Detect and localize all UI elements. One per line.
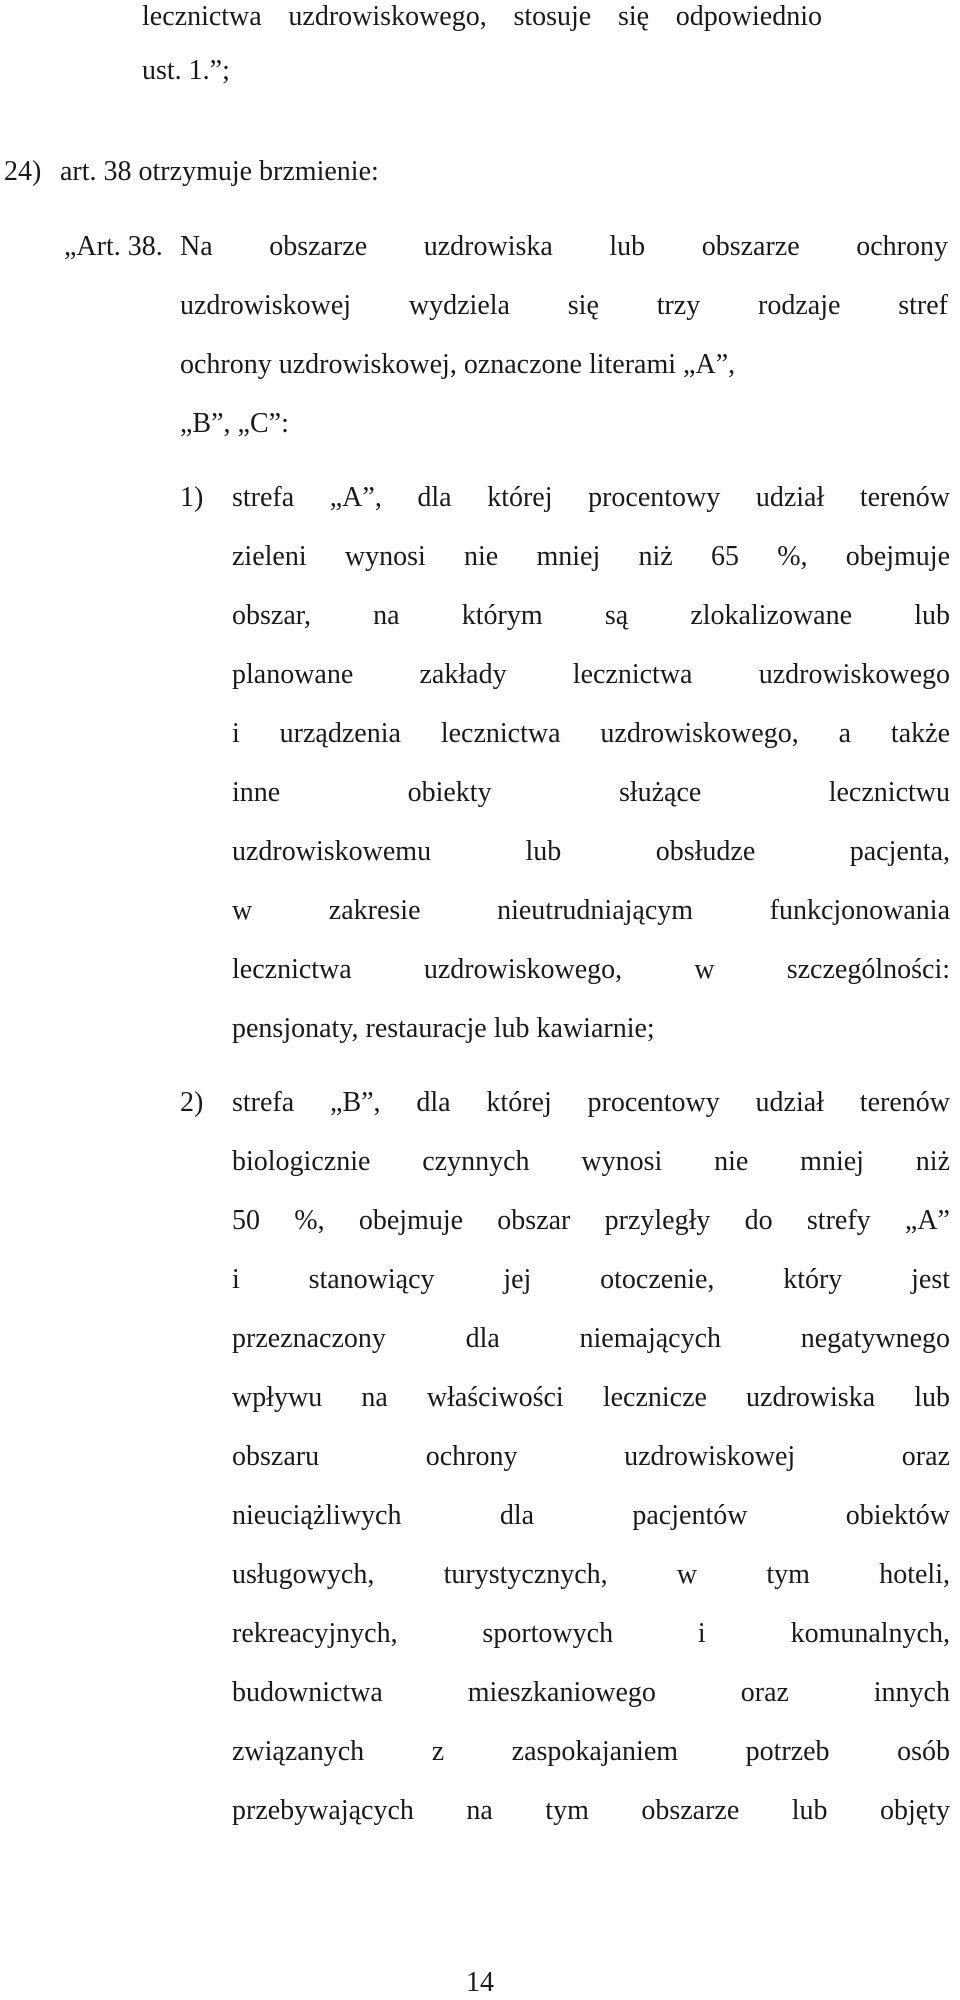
item-1-line-4: planowane zakłady lecznictwa uzdrowiskowego — [232, 659, 950, 690]
item-2-line-13: przebywających na tym obszarze lub objęty — [232, 1795, 950, 1826]
point-24-text: art. 38 otrzymuje brzmienie: — [60, 156, 379, 187]
intro-line-1: lecznictwa uzdrowiskowego, stosuje się odpowiednio — [142, 1, 822, 32]
item-1-line-3: obszar, na którym są zlokalizowane lub — [232, 600, 950, 631]
article-line-2: uzdrowiskowej wydziela się trzy rodzaje stref — [180, 290, 948, 321]
article-label: „Art. 38. — [64, 231, 163, 262]
item-2-line-8: nieuciążliwych dla pacjentów obiektów — [232, 1500, 950, 1531]
intro-line-2: ust. 1.”; — [142, 55, 230, 86]
item-2-number: 2) — [180, 1087, 204, 1118]
item-1-line-9: lecznictwa uzdrowiskowego, w szczególności: — [232, 954, 950, 985]
item-2-line-5: przeznaczony dla niemających negatywnego — [232, 1323, 950, 1354]
item-1-line-1: strefa „A”, dla której procentowy udział terenów — [232, 482, 950, 513]
item-1-line-7: uzdrowiskowemu lub obsłudze pacjenta, — [232, 836, 950, 867]
item-2-line-2: biologicznie czynnych wynosi nie mniej niż — [232, 1146, 950, 1177]
article-line-4: „B”, „C”: — [180, 408, 289, 439]
page-number: 14 — [466, 1967, 494, 1998]
item-2-line-10: rekreacyjnych, sportowych i komunalnych, — [232, 1618, 950, 1649]
point-24-number: 24) — [4, 156, 42, 187]
item-1-line-6: inne obiekty służące lecznictwu — [232, 777, 950, 808]
item-2-line-7: obszaru ochrony uzdrowiskowej oraz — [232, 1441, 950, 1472]
item-1-number: 1) — [180, 482, 204, 513]
item-2-line-3: 50 %, obejmuje obszar przyległy do strefy „A” — [232, 1205, 950, 1236]
item-1-line-5: i urządzenia lecznictwa uzdrowiskowego, a także — [232, 718, 950, 749]
item-1-line-8: w zakresie nieutrudniającym funkcjonowania — [232, 895, 950, 926]
item-2-line-1: strefa „B”, dla której procentowy udział terenów — [232, 1087, 950, 1118]
article-line-1: Na obszarze uzdrowiska lub obszarze ochrony — [180, 231, 948, 262]
item-2-line-6: wpływu na właściwości lecznicze uzdrowiska lub — [232, 1382, 950, 1413]
item-1-line-10: pensjonaty, restauracje lub kawiarnie; — [232, 1013, 655, 1044]
item-2-line-4: i stanowiący jej otoczenie, który jest — [232, 1264, 950, 1295]
item-2-line-11: budownictwa mieszkaniowego oraz innych — [232, 1677, 950, 1708]
item-1-line-2: zieleni wynosi nie mniej niż 65 %, obejmuje — [232, 541, 950, 572]
item-2-line-12: związanych z zaspokajaniem potrzeb osób — [232, 1736, 950, 1767]
article-line-3: ochrony uzdrowiskowej, oznaczone literami „A”, — [180, 349, 736, 380]
item-2-line-9: usługowych, turystycznych, w tym hoteli, — [232, 1559, 950, 1590]
